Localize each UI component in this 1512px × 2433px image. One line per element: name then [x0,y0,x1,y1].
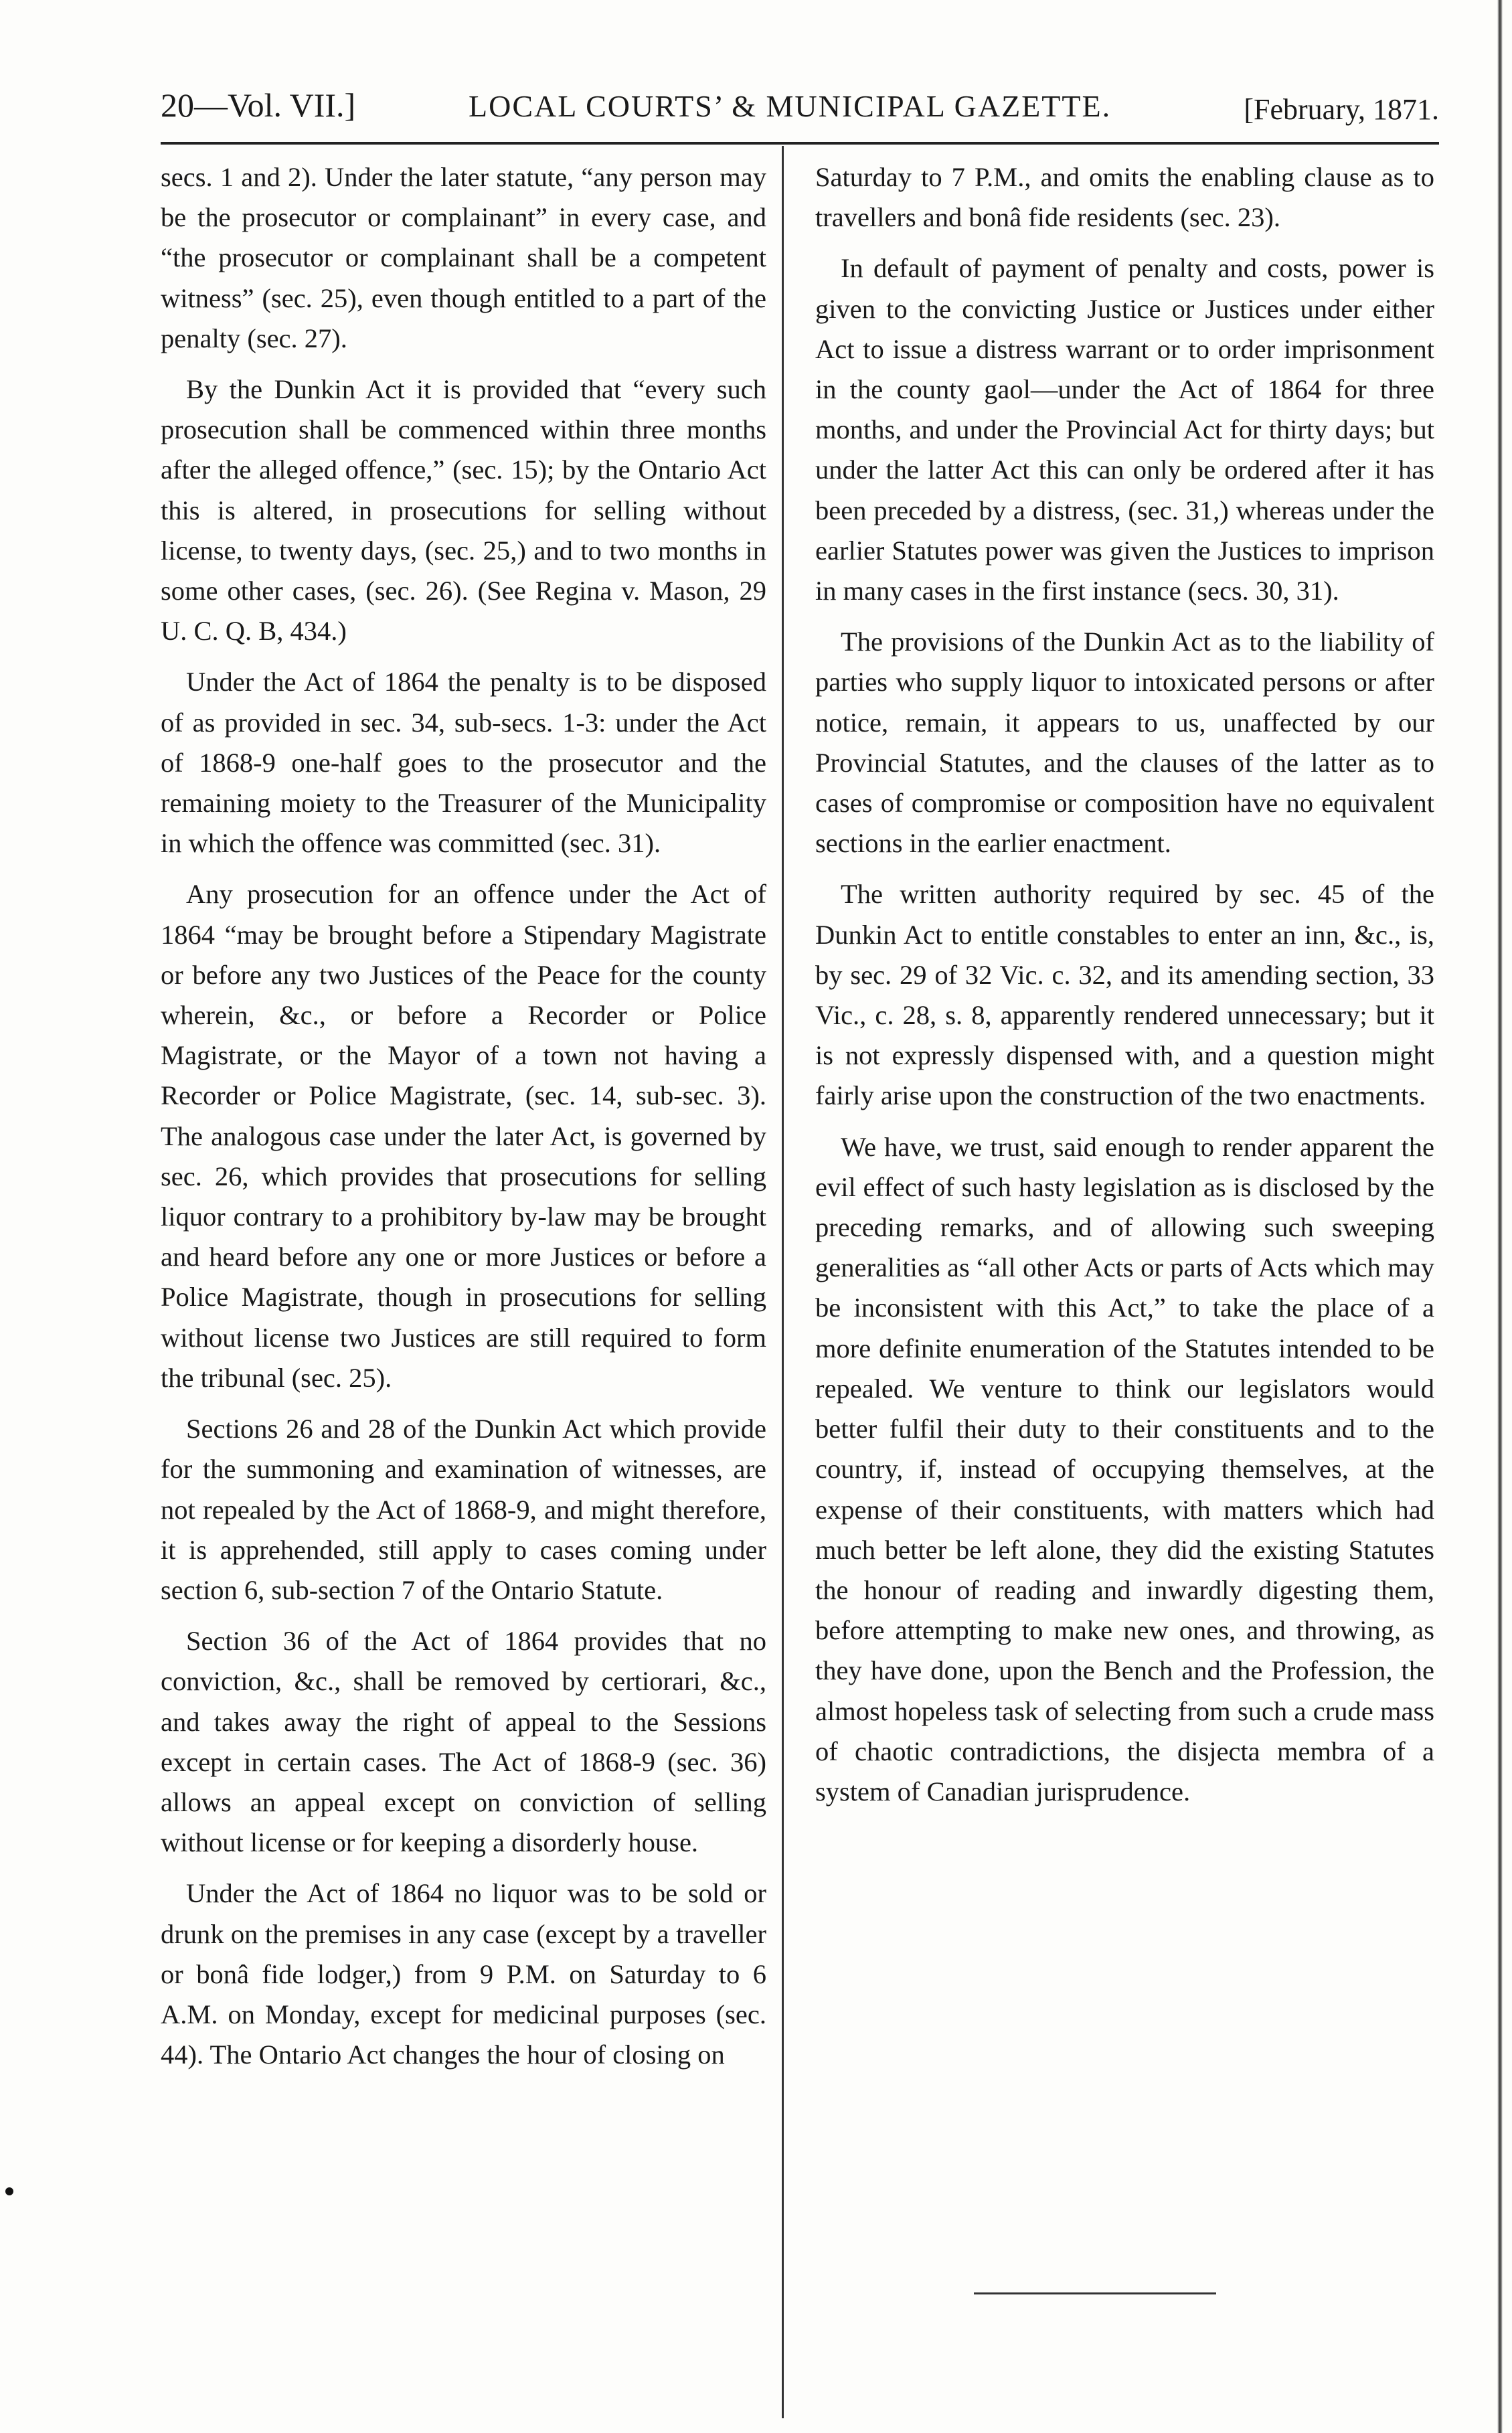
article-end-rule [974,2292,1216,2294]
paragraph: By the Dunkin Act it is provided that “every such prosecution shall be commenced within three months after the alleged offence,” (sec. 15); by the Ontario Act this is altered, in prosecutions for selling without license, to twenty days, (sec. 25,) and to two months in some other cases, (sec. 26). (See Regina v. Mason, 29 U. C. Q. B, 434.) [161,374,766,647]
right-column [815,157,1434,1812]
paragraph: The written authority required by sec. 45 of the Dunkin Act to entitle constables to enter an inn, &c., is, by sec. 29 of 32 Vic. c. 32, and its amending section, 33 Vic., c. 28, s. 8, apparently rendered unnecessary; but it is not expressly dispensed with, and a question might fairly arise upon the construction of the two enactments. [815,879,1434,1111]
paragraph: In default of payment of penalty and costs, power is given to the convicting Justice or Justices under either Act to issue a distress warrant or to order imprisonment in the county gaol—under the Act of 1864 for three months, and under the Provincial Act for thirty days; but under the latter Act this can only be ordered after it has been preceded by a distress, (sec. 31,) whereas under the earlier Statutes power was given the Justices to imprison in many cases in the first instance (secs. 30, 31). [815,253,1434,606]
paragraph: Under the Act of 1864 the penalty is to be disposed of as provided in sec. 34, sub-secs. 1-3: under the Act of 1868-9 one-half goes to the prosecutor and the remaining moiety to the Treasurer of the Municipality in which the offence was committed (sec. 31). [161,667,766,859]
paragraph: secs. 1 and 2). Under the later statute, “any person may be the prosecutor or complainant” in every case, and “the prosecutor or complainant shall be a competent witness” (sec. 25), even though entitled to a part of the penalty (sec. 27). [161,162,766,353]
paragraph: Section 36 of the Act of 1864 provides that no conviction, &c., shall be removed by certiorari, &c., and takes away the right of appeal to the Sessions except in certain cases. The Act of 1868-9 (sec. 36) allows an appeal except on conviction of selling without license or for keeping a disorderly house. [161,1626,766,1858]
paragraph: The provisions of the Dunkin Act as to the liability of parties who supply liquor to intoxicated persons or after notice, remain, it appears to us, unaffected by our Provincial Statutes, and the clauses of the latter as to cases of compromise or composition have no equivalent sections in the earlier enactment. [815,626,1434,859]
left-column [161,157,766,2075]
paragraph: Any prosecution for an offence under the Act of 1864 “may be brought before a Stipendary Magistrate or before any two Justices of the Peace for the county wherein, &c., or before a Recorder or Police Magistrate, or the Mayor of a town not having a Recorder or Police Magistrate, (sec. 14, sub-sec. 3). The analogous case under the later Act, is governed by sec. 26, which provides that prosecutions for selling liquor contrary to a prohibitory by-law may be brought and heard before any one or more Justices or before a Police Magistrate, though in prosecutions for selling without license two Justices are still required to form the tribunal (sec. 25). [161,879,766,1393]
issue-date: [February, 1871. [1244,93,1439,126]
column-divider [782,146,784,2418]
page-header [161,86,1439,133]
header-rule [161,142,1439,145]
scan-edge [1497,0,1503,2433]
paragraph: Sections 26 and 28 of the Dunkin Act which provide for the summoning and examination of witnesses, are not repealed by the Act of 1868-9, and might therefore, it is apprehended, still apply to cases coming under section 6, sub-section 7 of the Ontario Statute. [161,1414,766,1605]
paragraph: Under the Act of 1864 no liquor was to be sold or drunk on the premises in any case (except by a traveller or bonâ fide lodger,) from 9 P.M. on Saturday to 6 A.M. on Monday, except for medicinal purposes (sec. 44). The Ontario Act changes the hour of closing on [161,1878,766,2070]
paragraph: Saturday to 7 P.M., and omits the enabling clause as to travellers and bonâ fide residents (sec. 23). [815,162,1434,233]
paragraph: We have, we trust, said enough to render apparent the evil effect of such hasty legislation as is disclosed by the preceding remarks, and of allowing such sweeping generalities as “all other Acts or parts of Acts which may be inconsistent with this Act,” to take the place of a more definite enumeration of the Statutes intended to be repealed. We venture to think our legislators would better fulfil their duty to their constituents and to the country, if, instead of occupying themselves, at the expense of their constituents, with matters which had much better be left alone, they did the existing Statutes the honour of reading and inwardly digesting them, before attempting to make new ones, and throwing, as they have done, upon the Bench and the Profession, the almost hopeless task of selecting from such a crude mass of chaotic contradictions, the disjecta membra of a system of Canadian jurisprudence. [815,1131,1434,1807]
scan-speck [5,2187,13,2195]
publication-title: LOCAL COURTS’ & MUNICIPAL GAZETTE. [469,89,1112,123]
page-volume-ref: 20—Vol. VII.] [161,86,356,124]
